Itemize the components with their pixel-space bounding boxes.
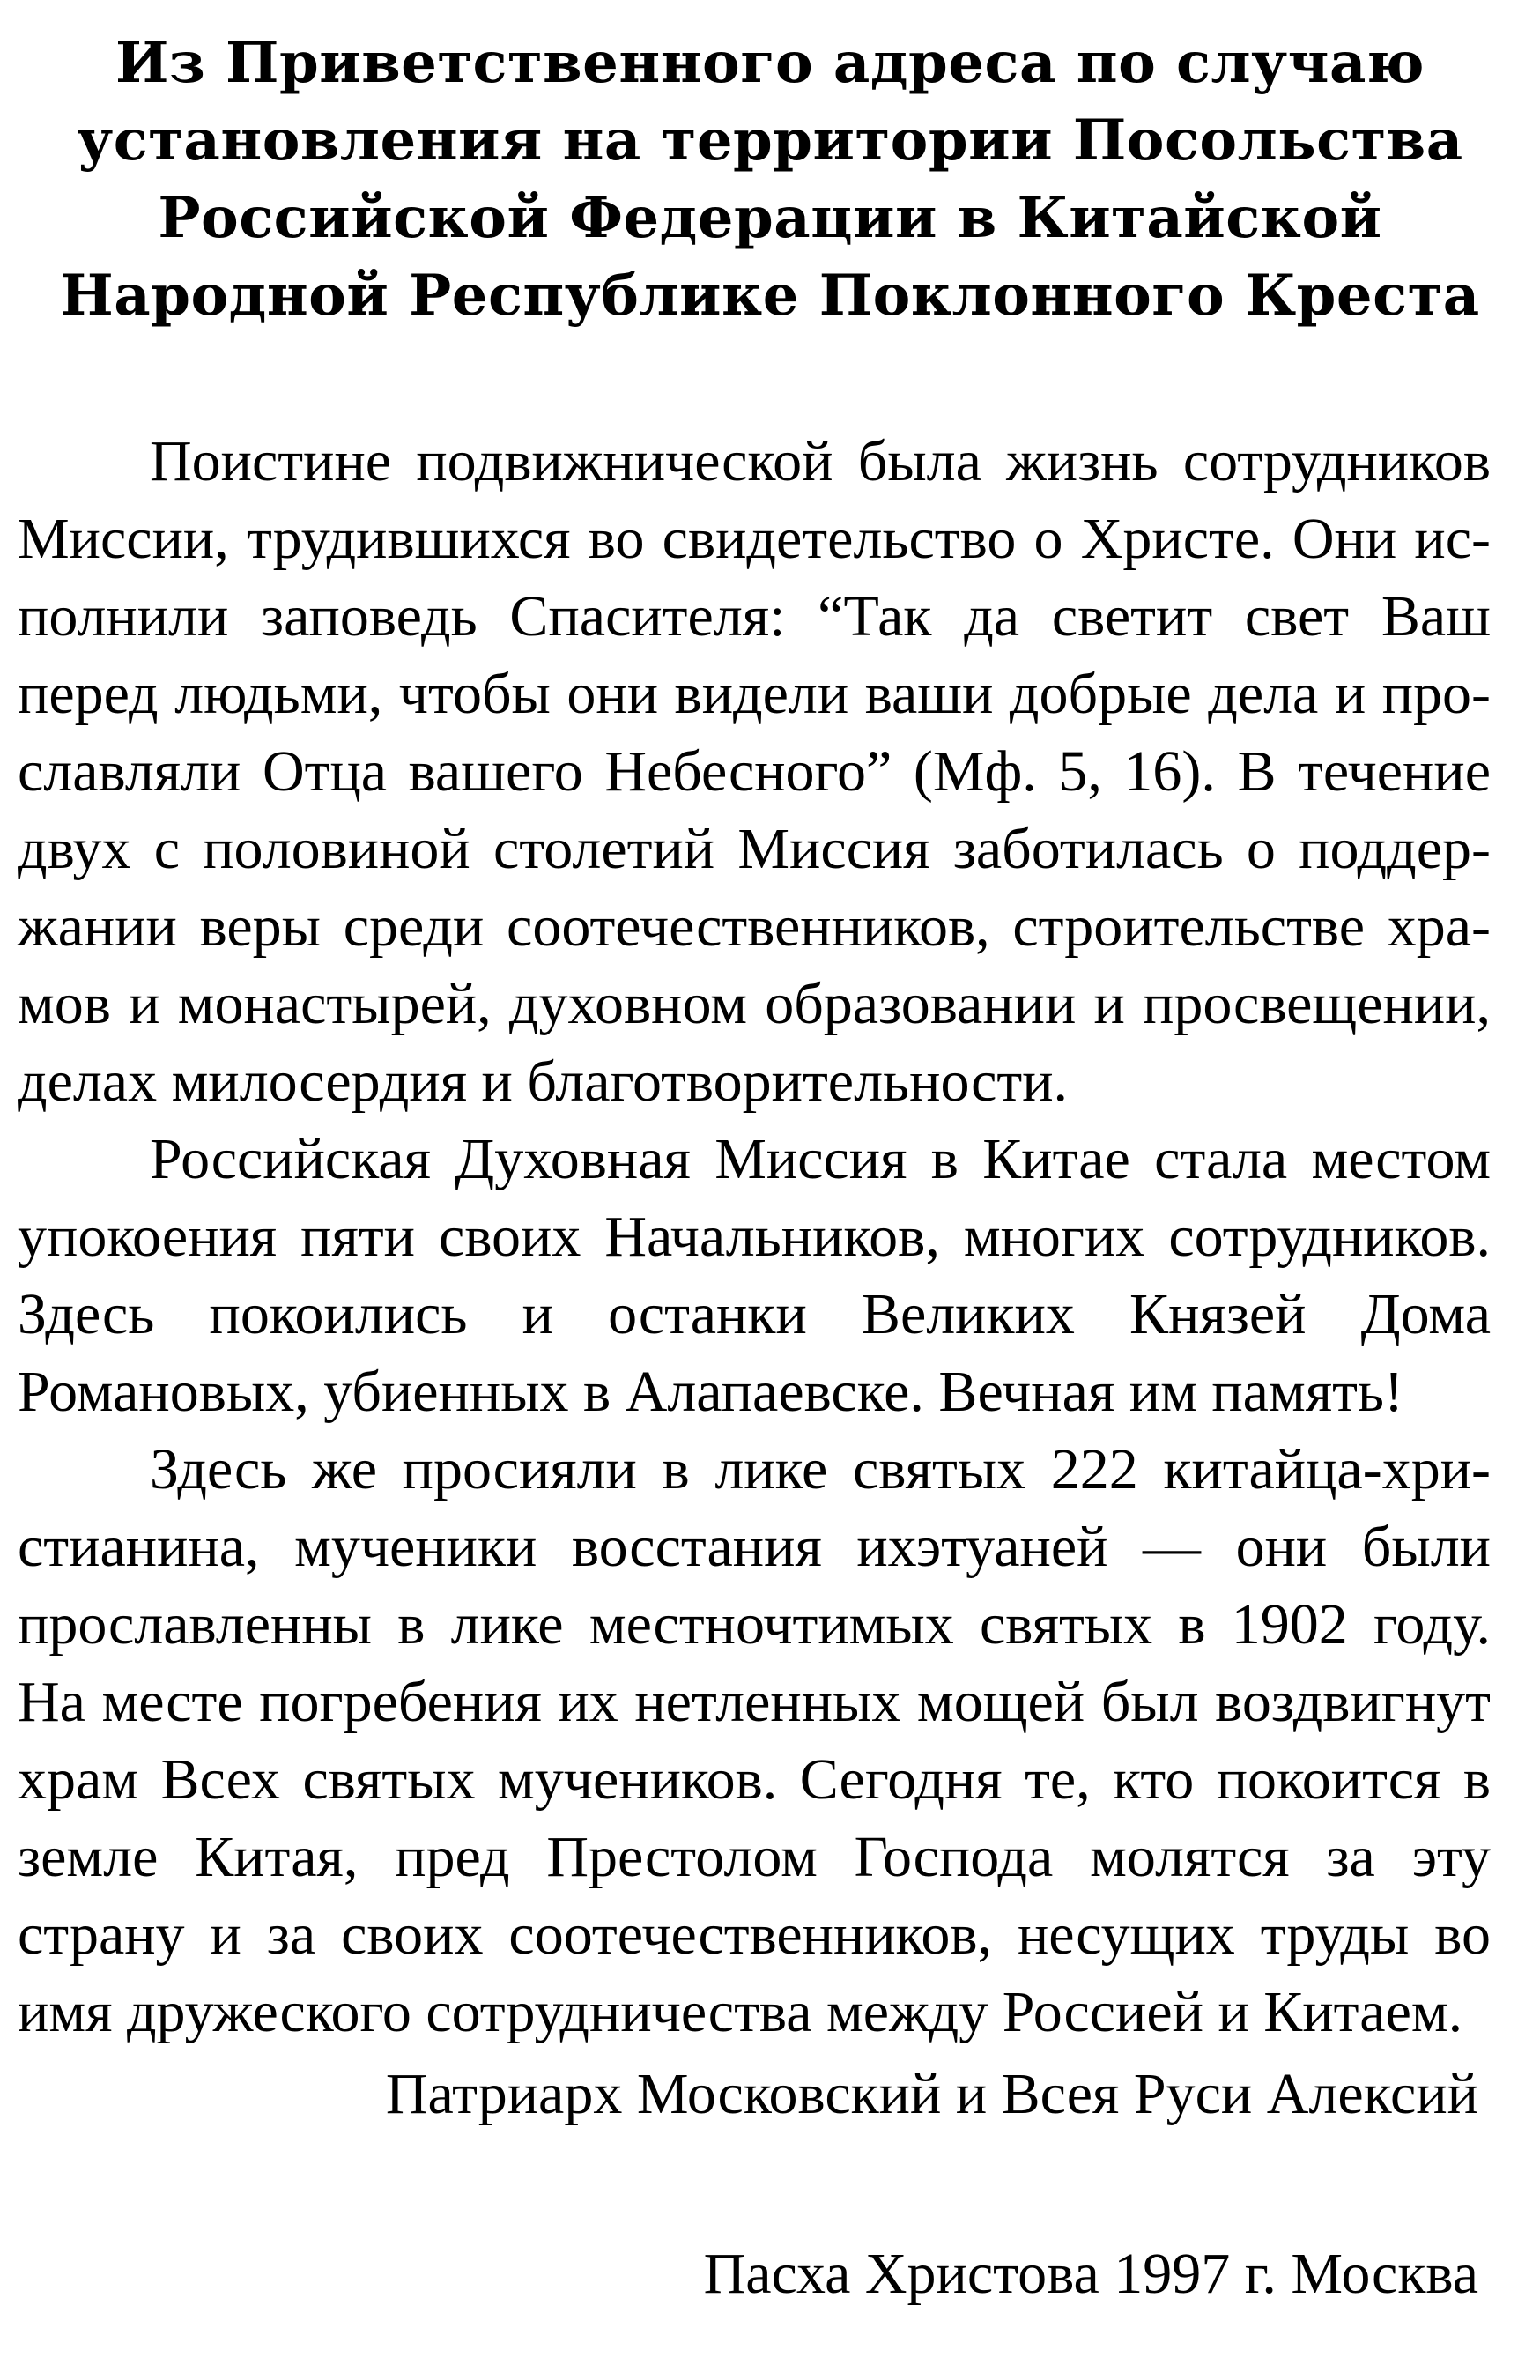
paragraph-2: Российская Духовная Миссия в Китае стала местом упокоения пяти своих Начальников, многих сотрудников. Здесь покоились и останки Великих Князей Дома Романовых, убиенных в Алапаевске. Вечная им память! <box>18 1127 1491 1424</box>
title-line-4: Народной Республике Поклонного Креста <box>60 263 1480 329</box>
title-line-3: Российской Федерации в Китайской <box>158 185 1382 251</box>
title-line-2: установления на территории Посольства <box>77 108 1463 174</box>
dateline: Пасха Христова 1997 г. Москва <box>703 2242 1478 2306</box>
signature-line: Патриарх Московский и Всея Руси Алексий <box>385 2062 1478 2126</box>
document-body <box>18 423 1491 2051</box>
document-title <box>35 25 1505 335</box>
paragraph-3: Здесь же просияли в лике святых 222 китайца-христианина, мученики восстания ихэтуаней — они были прославленны в лике местночтимых святых в 1902 году. На месте погребения их нетленных мощей был воздвигнут храм Всех святых мучеников. Сегодня те, кто покоится в земле Китая, пред Престолом Господа молятся за эту страну и за своих соотечественников, несущих труды во имя дружеского сотрудничества между Россией и Китаем. <box>18 1437 1491 2044</box>
paragraph-1: Поистине подвижнической была жизнь сотрудников Миссии, трудившихся во свидетельство о Христе. Они исполнили заповедь Спасителя: “Так да светит свет Ваш перед людьми, чтобы они видели ваши добрые дела и прославляли Отца вашего Небесного” (Мф. 5, 16). В течение двух с половиной столетий Миссия заботилась о поддержании веры среди соотечественников, строительстве храмов и монастырей, духовном образовании и просвещении, делах милосердия и благотворительности. <box>18 429 1491 1114</box>
title-line-1: Из Приветственного адреса по случаю <box>115 30 1425 96</box>
